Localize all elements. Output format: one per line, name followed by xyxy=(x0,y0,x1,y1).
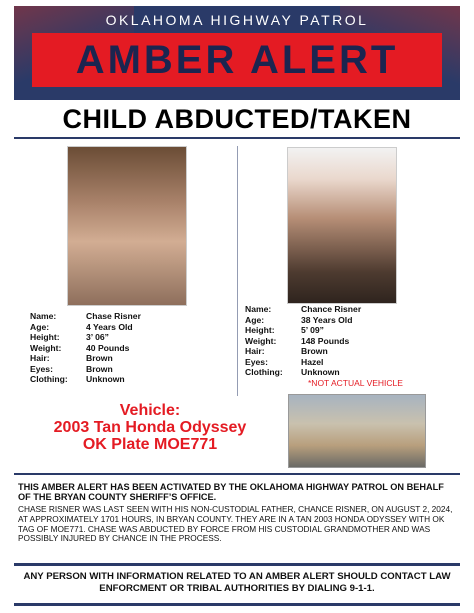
footer-rule-bottom xyxy=(14,603,460,606)
father-name: Chance Risner xyxy=(301,304,362,314)
father-photo xyxy=(287,147,397,304)
footer-notice: ANY PERSON WITH INFORMATION RELATED TO AN AMBER ALERT SHOULD CONTACT LAW ENFORCMENT OR TRIBAL AUTHORITIES BY DIALING 9-1-1. xyxy=(23,571,451,594)
headline-rule xyxy=(14,137,460,139)
father-age: 38 Years Old xyxy=(301,314,353,325)
footer-rule-top xyxy=(14,563,460,566)
child-weight: 40 Pounds xyxy=(86,342,130,353)
child-info: Name: Chase Risner Age: 4 Years Old Height: 3’ 06” Weight: 40 Pounds Hair: Brown Eyes: Brown Clothing: Unknown xyxy=(30,311,141,384)
vehicle-label: Vehicle: xyxy=(119,402,181,419)
child-clothing: Unknown xyxy=(86,374,125,384)
child-age: 4 Years Old xyxy=(86,321,133,332)
father-hair: Brown xyxy=(301,346,328,356)
vehicle-photo xyxy=(288,394,426,468)
details-text: CHASE RISNER WAS LAST SEEN WITH HIS NON-CUSTODIAL FATHER, CHANCE RISNER, ON AUGUST 2, 2024, AT APPROXIMATELY 1701 HOURS, IN BRYAN COUNTY. THEY ARE IN A TAN 2003 HONDA ODYSSEY WITH OK TAG OF MOE771. CHASE WAS ABDUCTED BY FORCE FROM HIS CUSTODIAL GRANDMOTHER AND WAS POSSIBLY INJURED BY CHANCE IN THE PROCESS. xyxy=(18,504,453,544)
alert-header xyxy=(14,6,460,94)
father-weight: 148 Pounds xyxy=(301,335,350,346)
vehicle-disclaimer: *NOT ACTUAL VEHICLE xyxy=(308,378,403,388)
body-rule xyxy=(14,473,460,475)
father-clothing: Unknown xyxy=(301,367,340,377)
headline: CHILD ABDUCTED/TAKEN xyxy=(62,104,412,134)
vehicle-description: 2003 Tan Honda Odyssey xyxy=(53,419,247,436)
column-divider xyxy=(237,146,238,396)
agency-name: OKLAHOMA HIGHWAY PATROL xyxy=(105,12,369,28)
vehicle-plate: OK Plate MOE771 xyxy=(82,436,218,453)
father-eyes: Hazel xyxy=(301,356,324,367)
child-hair: Brown xyxy=(86,353,113,363)
vehicle-info xyxy=(30,402,270,453)
father-info: Name: Chance Risner Age: 38 Years Old Height: 5’ 09” Weight: 148 Pounds Hair: Brown Eyes: Hazel Clothing: Unknown xyxy=(245,304,362,377)
child-photo xyxy=(67,146,187,306)
amber-alert-banner xyxy=(32,33,442,87)
child-eyes: Brown xyxy=(86,363,113,374)
header-bottom-strip xyxy=(14,94,460,100)
activation-text: THIS AMBER ALERT HAS BEEN ACTIVATED BY THE OKLAHOMA HIGHWAY PATROL ON BEHALF OF THE BRYAN COUNTY SHERIFF’S OFFICE. xyxy=(18,482,444,502)
amber-alert-title: AMBER ALERT xyxy=(75,37,399,82)
child-name: Chase Risner xyxy=(86,311,141,321)
father-height: 5’ 09” xyxy=(301,325,324,335)
child-height: 3’ 06” xyxy=(86,332,109,342)
